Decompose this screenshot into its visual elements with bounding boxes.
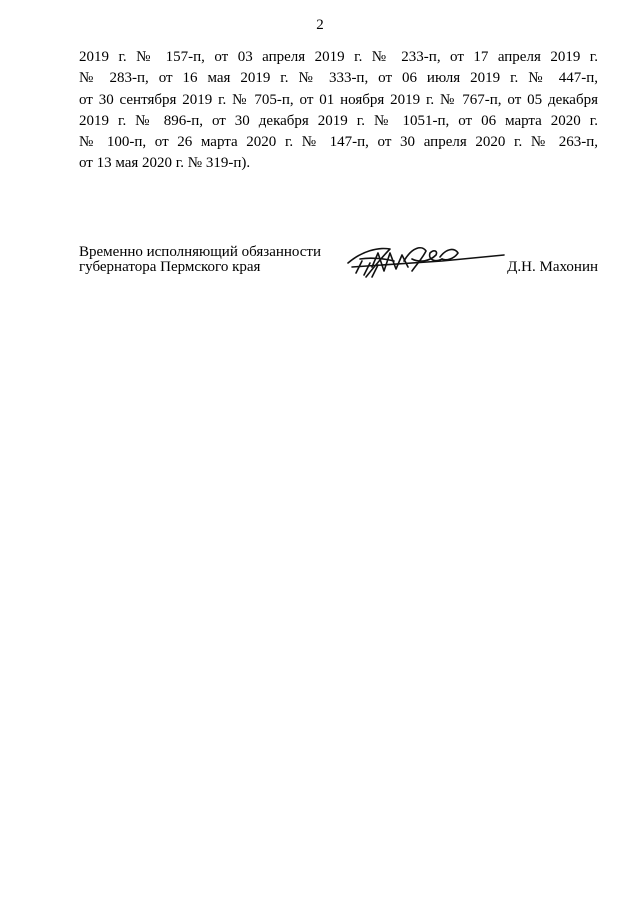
signer-position-line: Временно исполняющий обязанности: [79, 244, 322, 260]
body-text-line: № 283-п, от 16 мая 2019 г. № 333-п, от 06 июля 2019 г. № 447-п,: [79, 70, 598, 87]
handwritten-signature-icon: [342, 237, 507, 287]
body-text-line: 2019 г. № 896-п, от 30 декабря 2019 г. № 1051-п, от 06 марта 2020 г.: [79, 112, 598, 129]
body-text-line: от 13 мая 2020 г. № 319-п).: [79, 155, 251, 172]
signer-position-title: [79, 245, 321, 275]
page-number: 2: [316, 17, 324, 33]
signature-block: [79, 245, 598, 295]
body-text-line: № 100-п, от 26 марта 2020 г. № 147-п, от 30 апреля 2020 г. № 263-п,: [79, 134, 598, 151]
body-text-line: 2019 г. № 157-п, от 03 апреля 2019 г. № 233-п, от 17 апреля 2019 г.: [79, 49, 598, 65]
signer-name: Д.Н. Махонин: [507, 259, 598, 275]
document-body-text: [79, 47, 598, 175]
signer-position-line: губернатора Пермского края: [79, 259, 261, 275]
body-text-line: от 30 сентября 2019 г. № 705-п, от 01 ноября 2019 г. № 767-п, от 05 декабря: [79, 91, 598, 108]
